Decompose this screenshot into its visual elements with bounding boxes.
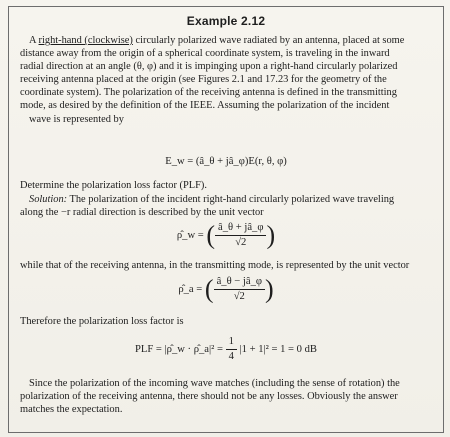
underlined-phrase: right-hand (clockwise) xyxy=(38,35,133,46)
body-text: while that of the receiving antenna, in the transmitting mode, is represented by the unit vector xyxy=(20,260,410,271)
intro-text: radial direction at an angle (θ, φ) and it is impinging upon a right-hand circularly polarized xyxy=(20,61,398,73)
intro-text: distance away from the origin of a spherical coordinate system, is traveling in the inward xyxy=(20,48,390,60)
fraction-denominator: √2 xyxy=(235,237,247,248)
body-text: Therefore the polarization loss factor is xyxy=(20,316,184,327)
equation-antenna-unit-vector xyxy=(9,275,443,304)
right-paren: ) xyxy=(264,274,274,304)
intro-text: wave is represented by xyxy=(29,113,124,125)
conclusion-text: polarization of the receiving antenna, there should not be any losses. Obviously the answer xyxy=(20,391,398,403)
equation-incident-wave xyxy=(9,155,443,169)
intro-text: coordinate system). The polarization of the receiving antenna is defined in the transmitting xyxy=(20,87,397,99)
while-paragraph xyxy=(20,259,444,272)
example-box xyxy=(8,6,444,433)
equation-rhs: |1 + 1|² = 1 = 0 dB xyxy=(239,343,317,355)
solution-paragraph xyxy=(20,193,444,219)
solution-label: Solution: xyxy=(29,194,68,205)
fraction-numerator: â_θ − jâ_φ xyxy=(214,275,265,290)
fraction-numerator: 1 xyxy=(226,335,237,350)
equation-plf xyxy=(9,335,443,364)
intro-text: A xyxy=(29,35,39,46)
solution-text: The polarization of the incident right-hand circularly polarized wave traveling xyxy=(67,194,395,205)
fraction xyxy=(214,275,265,304)
question-paragraph xyxy=(20,179,444,192)
therefore-paragraph xyxy=(20,315,444,328)
fraction-denominator: √2 xyxy=(233,291,245,302)
left-paren: ( xyxy=(204,274,214,304)
example-title: Example 2.12 xyxy=(186,14,266,28)
intro-text: circularly polarized wave radiated by an antenna, placed at some xyxy=(132,35,405,46)
fraction-numerator: â_θ + jâ_φ xyxy=(215,221,266,236)
intro-paragraph xyxy=(20,34,444,126)
intro-text: mode, as desired by the definition of the IEEE. Assuming the polarization of the incident xyxy=(20,100,390,112)
fraction-denominator: 4 xyxy=(228,351,234,362)
question-text: Determine the polarization loss factor (PLF). xyxy=(20,180,207,191)
right-paren: ) xyxy=(266,220,276,250)
equation-lhs: ρ̂_w = xyxy=(176,229,204,241)
fraction xyxy=(215,221,266,250)
fraction xyxy=(226,335,237,364)
equation-lhs: ρ̂_a = xyxy=(178,283,203,295)
conclusion-text: matches the expectation. xyxy=(20,404,123,416)
conclusion-text: Since the polarization of the incoming wave matches (including the sense of rotation) the xyxy=(29,378,400,389)
equation-text: E_w = (â_θ + jâ_φ)E(r, θ, φ) xyxy=(165,156,287,167)
conclusion-paragraph xyxy=(20,377,444,416)
equation-lhs: PLF = |ρ̂_w · ρ̂_a|² = xyxy=(135,343,223,355)
left-paren: ( xyxy=(206,220,216,250)
solution-text: along the −r radial direction is described by the unit vector xyxy=(20,207,264,219)
equation-wave-unit-vector xyxy=(9,221,443,250)
intro-text: receiving antenna placed at the origin (see Figures 2.1 and 17.23 for the geometry of the xyxy=(20,74,387,86)
